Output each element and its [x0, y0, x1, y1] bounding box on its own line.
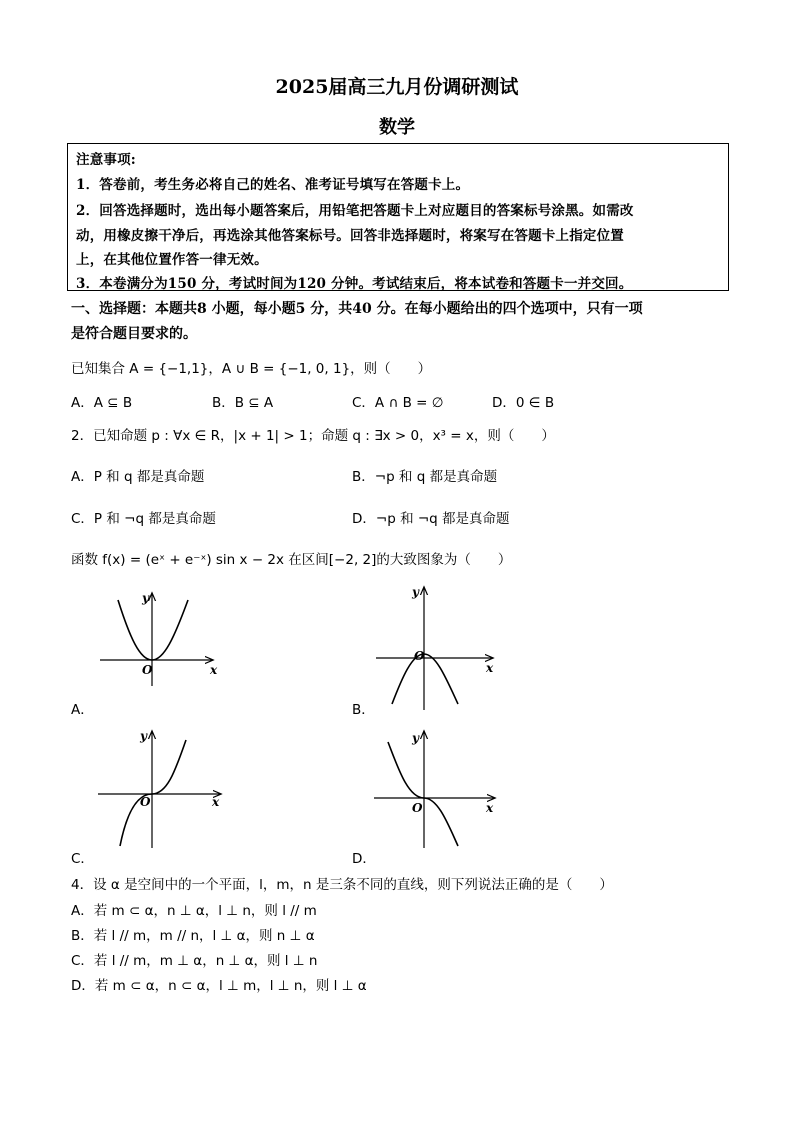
graph-a — [96, 588, 226, 688]
exam-title: 2025届高三九月份调研测试 — [275, 76, 519, 98]
q4-option-a: A．若 m ⊂ α，n ⊥ α，l ⊥ n，则 l // m — [71, 903, 317, 919]
q4-option-c: C．若 l // m，m ⊥ α，n ⊥ α，则 l ⊥ n — [71, 953, 318, 969]
y-label: y — [140, 729, 147, 743]
q2-option-c: C．P 和 ¬q 都是真命题 — [71, 511, 216, 527]
q3-option-c-label: C． — [71, 851, 94, 867]
q2-option-d: D．¬p 和 ¬q 都是真命题 — [352, 511, 510, 527]
q3-option-a-label: A． — [71, 702, 94, 718]
y-label: y — [412, 585, 419, 599]
q1-option-c: C．A ∩ B = ∅ — [352, 395, 444, 411]
notice-heading: 注意事项: — [76, 152, 136, 168]
notice-line-4: 上，在其他位置作答一律无效。 — [76, 252, 268, 268]
exam-subject: 数学 — [379, 117, 415, 138]
q3-stem: 函数 f(x) = (eˣ + e⁻ˣ) sin x − 2x 在区间[−2, 2]的大致图象为（ ） — [71, 552, 512, 568]
notice-line-2: 2．回答选择题时，选出每小题答案后，用铅笔把答题卡上对应题目的答案标号涂黑。如需改 — [76, 203, 634, 219]
notice-box — [67, 143, 729, 291]
curve-a — [118, 600, 188, 660]
curve-c — [120, 740, 186, 846]
q1-stem: 已知集合 A = {−1,1}，A ∪ B = {−1, 0, 1}，则（ ） — [71, 361, 432, 377]
graph-d — [372, 728, 502, 850]
q4-stem: 4．设 α 是空间中的一个平面，l，m，n 是三条不同的直线，则下列说法正确的是（ ） — [71, 877, 613, 893]
q1-option-b: B．B ⊆ A — [212, 395, 274, 411]
q2-option-b: B．¬p 和 q 都是真命题 — [352, 469, 498, 485]
section-heading-line-1: 一、选择题：本题共8 小题，每小题5 分，共40 分。在每小题给出的四个选项中，只有一项 — [71, 301, 643, 317]
graph-c — [96, 728, 226, 850]
x-label: x — [210, 663, 218, 677]
notice-line-3: 动，用橡皮擦干净后，再选涂其他答案标号。回答非选择题时，将案写在答题卡上指定位置 — [76, 228, 624, 244]
q1-option-d: D．0 ∈ B — [492, 395, 555, 411]
q3-option-d-label: D． — [352, 851, 376, 867]
x-label: x — [486, 661, 494, 675]
x-label: x — [486, 801, 494, 815]
notice-line-1: 1．答卷前，考生务必将自己的姓名、准考证号填写在答题卡上。 — [76, 177, 470, 193]
graph-b — [372, 582, 502, 712]
origin-label: O — [140, 795, 151, 809]
x-label: x — [212, 795, 220, 809]
curve-b — [392, 654, 458, 704]
y-label: y — [142, 591, 149, 605]
origin-label: O — [412, 801, 423, 815]
curve-d — [388, 742, 458, 846]
q4-option-b: B．若 l // m，m // n，l ⊥ α，则 n ⊥ α — [71, 928, 315, 944]
y-label: y — [412, 731, 419, 745]
q4-option-d: D．若 m ⊂ α，n ⊂ α，l ⊥ m，l ⊥ n，则 l ⊥ α — [71, 978, 367, 994]
notice-line-5: 3．本卷满分为150 分，考试时间为120 分钟。考试结束后，将本试卷和答题卡一并交回。 — [76, 276, 633, 292]
q3-option-b-label: B． — [352, 702, 375, 718]
section-heading-line-2: 是符合题目要求的。 — [71, 326, 197, 342]
q2-stem: 2．已知命题 p : ∀x ∈ R，|x + 1| > 1；命题 q : ∃x > 0，x³ = x，则（ ） — [71, 428, 555, 444]
q1-option-a: A．A ⊆ B — [71, 395, 133, 411]
q2-option-a: A．P 和 q 都是真命题 — [71, 469, 205, 485]
origin-label: O — [142, 663, 153, 677]
origin-label: O — [414, 649, 425, 663]
